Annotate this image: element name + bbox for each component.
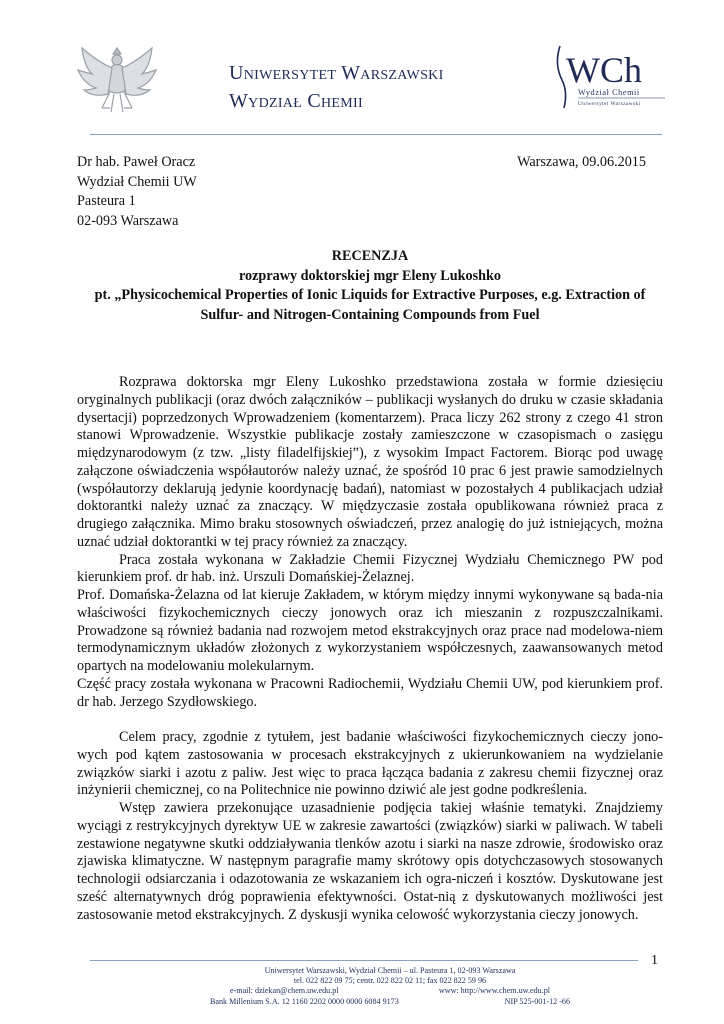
footer-contact: [190, 966, 590, 1007]
sender-address: [77, 153, 197, 231]
footer-phone: tel. 022 822 09 75; centr. 022 822 02 11; fax 022 822 59 96: [293, 976, 487, 986]
sender-name: Dr hab. Paweł Oracz: [77, 154, 196, 170]
footer-website: www: http://www.chem.uw.edu.pl: [438, 986, 550, 996]
paragraph-radiochemistry: Część pracy została wykonana w Pracowni Radiochemii, Wydziału Chemii UW, pod kierunkiem prof. dr hab. Jerzego Szydłowskiego.: [77, 675, 663, 710]
paragraph-aim: Celem pracy, zgodnie z tytułem, jest badanie właściwości fizykochemicznych cieczy jono-wych pod kątem zastosowania w procesach ekstrakcyjnych z ukierunkowaniem na wydzielanie związków siarki i azotu z paliw. Jest więc to praca łącząca badania z zakresu chemii fizycznej oraz inżynierii chemicznej, co na Politechnice nie powinno dziwić ale jest godne podkreślenia.: [77, 729, 663, 799]
footer-divider: [90, 960, 638, 961]
thesis-title-line-1: pt. „Physicochemical Properties of Ionic Liquids for Extractive Purposes, e.g. Extraction of: [94, 287, 646, 304]
page-number: 1: [651, 953, 658, 968]
footer-address: Uniwersytet Warszawski, Wydział Chemii – ul. Pasteura 1, 02-093 Warszawa: [264, 966, 516, 975]
wch-faculty-logo: [552, 42, 667, 114]
footer-email: e-mail: dziekan@chem.uw.edu.pl: [230, 986, 339, 996]
sender-faculty: Wydział Chemii UW: [77, 173, 197, 190]
sender-city: 02-093 Warszawa: [77, 212, 179, 229]
thesis-title-line-2: Sulfur- and Nitrogen-Containing Compounds from Fuel: [200, 306, 540, 323]
sender-street: Pasteura 1: [77, 193, 136, 210]
logo-letters: WCh: [566, 50, 642, 90]
university-eagle-emblem: [72, 38, 162, 120]
logo-subtitle: Uniwersytet Warszawski: [578, 101, 641, 107]
review-title-block: [77, 247, 663, 325]
review-subject: rozprawy doktorskiej mgr Eleny Lukoshko: [239, 267, 501, 284]
paragraph-gap: [77, 711, 663, 729]
place-and-date: Warszawa, 09.06.2015: [517, 154, 646, 170]
faculty-name-text: Wydział Chemii: [229, 90, 363, 112]
university-name: [229, 62, 444, 85]
review-body: [77, 374, 663, 924]
footer-bank: Bank Millenium S.A. 12 1160 2202 0000 0000 6084 9173: [210, 996, 399, 1006]
logo-title: Wydział Chemii: [578, 88, 640, 97]
footer-nip: NIP 525-001-12 -66: [504, 996, 570, 1006]
faculty-name: [229, 90, 363, 113]
footer-web-row: [190, 986, 590, 996]
paragraph-overview: Rozprawa doktorska mgr Eleny Lukoshko przedstawiona została w formie dziesięciu oryginalnych publikacji (oraz dwóch załączników – publikacji wysłanych do druku w czasie składania dysertacji) poprzedzonych Wprowadzeniem (komentarzem). Praca liczy 262 strony z czego 41 stron stanowi Wprowadzenie. Wszystkie publikacje zostały zamieszczone w czasopismach o zasięgu międzynarodowym (z tzw. „listy filadelfijskiej”), z wysokim Impact Factorem. Biorąc pod uwagę załączone oświadczenia współautorów należy uznać, że spośród 10 prac 6 jest prawie samodzielnych (współautorzy deklarują jedynie koordynację badań), natomiast w pozostałych 4 publikacjach udział doktorantki należy uznać za znaczący. W międzyczasie została opublikowana również praca z drugiego załącznika. Mimo braku stosownych oświadczeń, przez analogię do już istniejących, można uznać udział doktorantki w tej pracy również za znaczący.: [77, 374, 663, 550]
footer-bank-row: [190, 997, 590, 1007]
review-heading: RECENZJA: [331, 248, 409, 264]
paragraph-supervisor: Praca została wykonana w Zakładzie Chemii Fizycznej Wydziału Chemicznego PW pod kierunkiem prof. dr hab. inż. Urszuli Domańskiej-Żelaznej.: [77, 551, 663, 586]
paragraph-department: Prof. Domańska-Żelazna od lat kieruje Zakładem, w którym między innymi wykonywane są bada-nia właściwości fizykochemicznych cieczy jonowych oraz ich mieszanin z rozpuszczalnikami. Prowadzone są również badania nad rozwojem metod ekstrakcyjnych oraz prace nad modelowa-niem termodynamicznym układów złożonych z wykorzystaniem współczesnych, zaawansowanych metod opartych na modelowaniu molekularnym.: [77, 587, 663, 674]
university-name-text: Uniwersytet Warszawski: [229, 62, 444, 84]
paragraph-introduction: Wstęp zawiera przekonujące uzasadnienie podjęcia takiej właśnie tematyki. Znajdziemy wyciągi z restrykcyjnych dyrektyw UE w zakresie zawartości (związków) siarki w paliwach. W tabeli zestawione negatywne skutki oddziaływania tlenków azotu i siarki na nasze zdrowie, środowisko oraz zjawiska klimatyczne. W następnym paragrafie mamy skrótowy opis dotychczasowych stosowanych technologii odsiarczania i odazotowania ze wskazaniem ich ogra-niczeń i kosztów. Dyskutowane jest sześć alternatywnych dróg poprawienia efektywności. Ostat-nią z dyskutowanych możliwości jest zastosowanie metod ekstrakcyjnych. Z dyskusji wynika celowość wykorzystania cieczy jonowych.: [77, 800, 663, 923]
header-divider: [90, 134, 662, 135]
